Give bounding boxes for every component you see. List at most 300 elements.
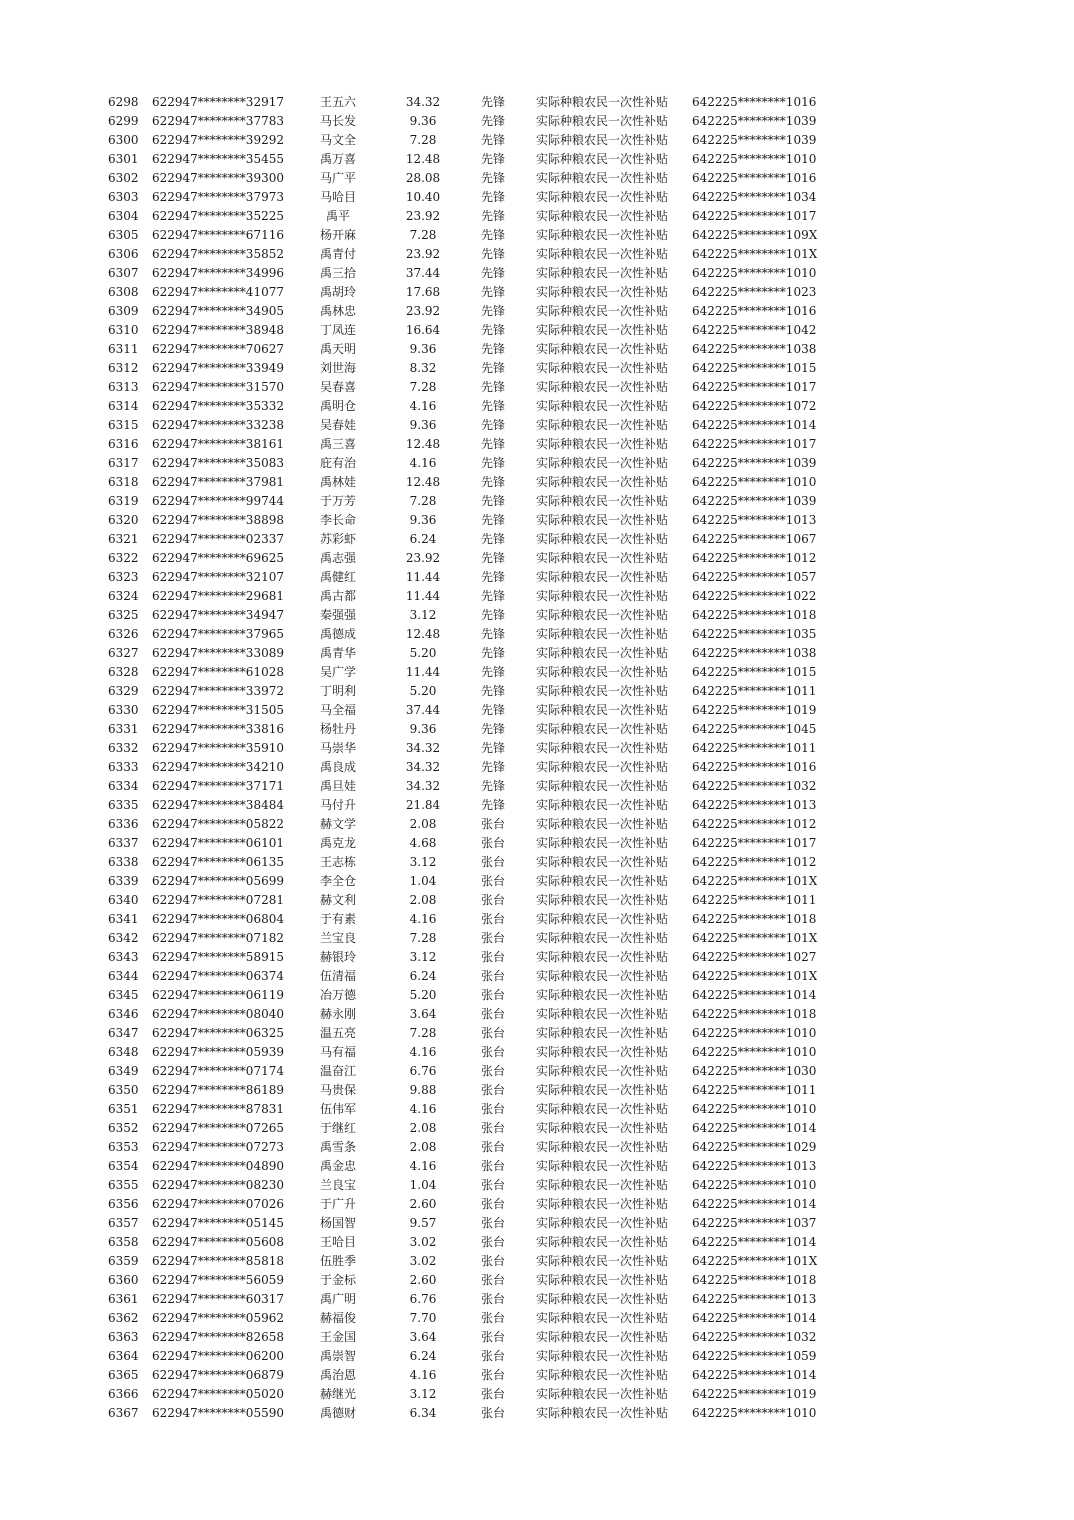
table-row [0, 606, 1074, 625]
farmer-name-cell: 禹德成 [319, 627, 356, 641]
village-cell: 张台 [481, 1026, 506, 1040]
row-number: 6308 [108, 285, 139, 299]
id-number-cell: 642225********1014 [692, 1311, 817, 1325]
table-row [0, 891, 1074, 910]
table-row [0, 264, 1074, 283]
subsidy-type-cell: 实际种粮农民一次性补贴 [536, 1159, 669, 1173]
table-row [0, 1081, 1074, 1100]
row-number: 6301 [108, 152, 139, 166]
bank-account-cell: 622947********56059 [152, 1273, 284, 1287]
subsidy-amount-cell: 12.48 [405, 437, 441, 451]
bank-account-cell: 622947********35455 [152, 152, 284, 166]
bank-account-cell: 622947********06135 [152, 855, 284, 869]
subsidy-type-cell: 实际种粮农民一次性补贴 [536, 1311, 669, 1325]
id-number-cell: 642225********1037 [692, 1216, 817, 1230]
village-cell: 张台 [481, 1368, 506, 1382]
table-row [0, 568, 1074, 587]
village-cell: 先锋 [481, 760, 506, 774]
subsidy-type-cell: 实际种粮农民一次性补贴 [536, 646, 669, 660]
id-number-cell: 642225********1010 [692, 1026, 817, 1040]
farmer-name-cell: 于万芳 [319, 494, 356, 508]
table-row [0, 777, 1074, 796]
table-row [0, 169, 1074, 188]
bank-account-cell: 622947********37171 [152, 779, 284, 793]
bank-account-cell: 622947********39292 [152, 133, 284, 147]
row-number: 6338 [108, 855, 139, 869]
subsidy-type-cell: 实际种粮农民一次性补贴 [536, 950, 669, 964]
bank-account-cell: 622947********35910 [152, 741, 284, 755]
table-row [0, 283, 1074, 302]
subsidy-amount-cell: 2.60 [409, 1273, 437, 1287]
bank-account-cell: 622947********07265 [152, 1121, 284, 1135]
bank-account-cell: 622947********37965 [152, 627, 284, 641]
table-row [0, 473, 1074, 492]
bank-account-cell: 622947********34905 [152, 304, 284, 318]
subsidy-amount-cell: 9.36 [409, 418, 437, 432]
farmer-name-cell: 马付升 [319, 798, 356, 812]
id-number-cell: 642225********1017 [692, 437, 817, 451]
bank-account-cell: 622947********85818 [152, 1254, 284, 1268]
subsidy-type-cell: 实际种粮农民一次性补贴 [536, 1083, 669, 1097]
farmer-name-cell: 禹青华 [319, 646, 356, 660]
bank-account-cell: 622947********05020 [152, 1387, 284, 1401]
row-number: 6332 [108, 741, 139, 755]
subsidy-type-cell: 实际种粮农民一次性补贴 [536, 342, 669, 356]
village-cell: 张台 [481, 1330, 506, 1344]
subsidy-type-cell: 实际种粮农民一次性补贴 [536, 1368, 669, 1382]
row-number: 6354 [108, 1159, 139, 1173]
subsidy-type-cell: 实际种粮农民一次性补贴 [536, 722, 669, 736]
subsidy-type-cell: 实际种粮农民一次性补贴 [536, 855, 669, 869]
farmer-name-cell: 冶万德 [319, 988, 356, 1002]
id-number-cell: 642225********1015 [692, 361, 817, 375]
table-row [0, 929, 1074, 948]
village-cell: 张台 [481, 855, 506, 869]
subsidy-type-cell: 实际种粮农民一次性补贴 [536, 703, 669, 717]
subsidy-amount-cell: 6.34 [409, 1406, 437, 1420]
village-cell: 先锋 [481, 437, 506, 451]
row-number: 6309 [108, 304, 139, 318]
id-number-cell: 642225********1015 [692, 665, 817, 679]
bank-account-cell: 622947********33949 [152, 361, 284, 375]
subsidy-amount-cell: 2.08 [409, 1140, 437, 1154]
table-row [0, 872, 1074, 891]
bank-account-cell: 622947********58915 [152, 950, 284, 964]
bank-account-cell: 622947********37973 [152, 190, 284, 204]
row-number: 6357 [108, 1216, 139, 1230]
subsidy-amount-cell: 23.92 [405, 247, 441, 261]
table-row [0, 682, 1074, 701]
farmer-name-cell: 禹林忠 [319, 304, 356, 318]
subsidy-amount-cell: 3.12 [409, 1387, 437, 1401]
subsidy-type-cell: 实际种粮农民一次性补贴 [536, 475, 669, 489]
subsidy-amount-cell: 5.20 [409, 646, 437, 660]
table-row [0, 359, 1074, 378]
subsidy-amount-cell: 9.57 [409, 1216, 437, 1230]
id-number-cell: 642225********101X [692, 1254, 818, 1268]
village-cell: 张台 [481, 1083, 506, 1097]
row-number: 6356 [108, 1197, 139, 1211]
id-number-cell: 642225********1012 [692, 855, 817, 869]
subsidy-amount-cell: 6.76 [409, 1292, 437, 1306]
id-number-cell: 642225********1014 [692, 988, 817, 1002]
subsidy-type-cell: 实际种粮农民一次性补贴 [536, 399, 669, 413]
subsidy-type-cell: 实际种粮农民一次性补贴 [536, 1045, 669, 1059]
village-cell: 先锋 [481, 266, 506, 280]
subsidy-amount-cell: 28.08 [405, 171, 441, 185]
farmer-name-cell: 禹健红 [319, 570, 356, 584]
subsidy-type-cell: 实际种粮农民一次性补贴 [536, 304, 669, 318]
village-cell: 先锋 [481, 152, 506, 166]
bank-account-cell: 622947********34947 [152, 608, 284, 622]
village-cell: 张台 [481, 1007, 506, 1021]
farmer-name-cell: 赫永刚 [319, 1007, 356, 1021]
table-row [0, 796, 1074, 815]
bank-account-cell: 622947********38948 [152, 323, 284, 337]
id-number-cell: 642225********1019 [692, 1387, 817, 1401]
subsidy-type-cell: 实际种粮农民一次性补贴 [536, 285, 669, 299]
row-number: 6341 [108, 912, 139, 926]
village-cell: 先锋 [481, 646, 506, 660]
farmer-name-cell: 禹胡玲 [319, 285, 356, 299]
farmer-name-cell: 马文全 [319, 133, 356, 147]
subsidy-amount-cell: 3.64 [409, 1330, 437, 1344]
id-number-cell: 642225********1038 [692, 342, 817, 356]
subsidy-type-cell: 实际种粮农民一次性补贴 [536, 874, 669, 888]
table-row [0, 1290, 1074, 1309]
farmer-name-cell: 马全福 [319, 703, 356, 717]
subsidy-type-cell: 实际种粮农民一次性补贴 [536, 1330, 669, 1344]
subsidy-type-cell: 实际种粮农民一次性补贴 [536, 1102, 669, 1116]
farmer-name-cell: 于广升 [319, 1197, 356, 1211]
row-number: 6362 [108, 1311, 139, 1325]
id-number-cell: 642225********1010 [692, 1102, 817, 1116]
subsidy-type-cell: 实际种粮农民一次性补贴 [536, 152, 669, 166]
bank-account-cell: 622947********37981 [152, 475, 284, 489]
bank-account-cell: 622947********33238 [152, 418, 284, 432]
subsidy-amount-cell: 34.32 [405, 779, 441, 793]
farmer-name-cell: 禹雪条 [319, 1140, 356, 1154]
bank-account-cell: 622947********02337 [152, 532, 284, 546]
table-row [0, 739, 1074, 758]
table-row [0, 1347, 1074, 1366]
farmer-name-cell: 赫文利 [319, 893, 356, 907]
row-number: 6361 [108, 1292, 139, 1306]
farmer-name-cell: 杨牡丹 [319, 722, 356, 736]
bank-account-cell: 622947********06200 [152, 1349, 284, 1363]
id-number-cell: 642225********1039 [692, 133, 817, 147]
table-row [0, 511, 1074, 530]
subsidy-type-cell: 实际种粮农民一次性补贴 [536, 589, 669, 603]
id-number-cell: 642225********1013 [692, 798, 817, 812]
row-number: 6323 [108, 570, 139, 584]
farmer-name-cell: 禹青付 [319, 247, 356, 261]
bank-account-cell: 622947********05699 [152, 874, 284, 888]
village-cell: 先锋 [481, 304, 506, 318]
bank-account-cell: 622947********29681 [152, 589, 284, 603]
village-cell: 先锋 [481, 418, 506, 432]
subsidy-type-cell: 实际种粮农民一次性补贴 [536, 361, 669, 375]
table-row [0, 1309, 1074, 1328]
subsidy-amount-cell: 7.28 [409, 228, 437, 242]
subsidy-type-cell: 实际种粮农民一次性补贴 [536, 1349, 669, 1363]
farmer-name-cell: 禹古都 [319, 589, 356, 603]
subsidy-type-cell: 实际种粮农民一次性补贴 [536, 969, 669, 983]
id-number-cell: 642225********1018 [692, 1273, 817, 1287]
id-number-cell: 642225********1016 [692, 304, 817, 318]
id-number-cell: 642225********1018 [692, 1007, 817, 1021]
farmer-name-cell: 禹平 [325, 209, 350, 223]
subsidy-type-cell: 实际种粮农民一次性补贴 [536, 1273, 669, 1287]
farmer-name-cell: 马长发 [319, 114, 356, 128]
village-cell: 先锋 [481, 456, 506, 470]
table-row [0, 1252, 1074, 1271]
row-number: 6333 [108, 760, 139, 774]
id-number-cell: 642225********1013 [692, 1159, 817, 1173]
subsidy-amount-cell: 7.28 [409, 133, 437, 147]
village-cell: 先锋 [481, 494, 506, 508]
subsidy-amount-cell: 9.88 [409, 1083, 437, 1097]
subsidy-type-cell: 实际种粮农民一次性补贴 [536, 1216, 669, 1230]
id-number-cell: 642225********1010 [692, 1406, 817, 1420]
bank-account-cell: 622947********05590 [152, 1406, 284, 1420]
subsidy-type-cell: 实际种粮农民一次性补贴 [536, 1254, 669, 1268]
table-row [0, 112, 1074, 131]
table-row [0, 644, 1074, 663]
subsidy-amount-cell: 3.02 [409, 1254, 437, 1268]
subsidy-type-cell: 实际种粮农民一次性补贴 [536, 1178, 669, 1192]
subsidy-amount-cell: 12.48 [405, 152, 441, 166]
table-row [0, 321, 1074, 340]
id-number-cell: 642225********1039 [692, 456, 817, 470]
row-number: 6314 [108, 399, 139, 413]
bank-account-cell: 622947********06879 [152, 1368, 284, 1382]
bank-account-cell: 622947********06101 [152, 836, 284, 850]
subsidy-amount-cell: 11.44 [405, 589, 441, 603]
id-number-cell: 642225********1067 [692, 532, 817, 546]
subsidy-amount-cell: 34.32 [405, 760, 441, 774]
row-number: 6330 [108, 703, 139, 717]
subsidy-amount-cell: 37.44 [405, 703, 441, 717]
subsidy-type-cell: 实际种粮农民一次性补贴 [536, 760, 669, 774]
subsidy-type-cell: 实际种粮农民一次性补贴 [536, 1387, 669, 1401]
village-cell: 先锋 [481, 399, 506, 413]
village-cell: 先锋 [481, 627, 506, 641]
id-number-cell: 642225********1017 [692, 836, 817, 850]
table-row [0, 1233, 1074, 1252]
farmer-name-cell: 伍清福 [319, 969, 356, 983]
row-number: 6328 [108, 665, 139, 679]
bank-account-cell: 622947********70627 [152, 342, 284, 356]
farmer-name-cell: 杨国智 [319, 1216, 356, 1230]
subsidy-type-cell: 实际种粮农民一次性补贴 [536, 551, 669, 565]
subsidy-amount-cell: 5.20 [409, 988, 437, 1002]
subsidy-type-cell: 实际种粮农民一次性补贴 [536, 912, 669, 926]
subsidy-amount-cell: 17.68 [405, 285, 441, 299]
subsidy-type-cell: 实际种粮农民一次性补贴 [536, 817, 669, 831]
subsidy-type-cell: 实际种粮农民一次性补贴 [536, 247, 669, 261]
village-cell: 先锋 [481, 779, 506, 793]
village-cell: 先锋 [481, 513, 506, 527]
row-number: 6337 [108, 836, 139, 850]
table-row [0, 910, 1074, 929]
row-number: 6312 [108, 361, 139, 375]
subsidy-amount-cell: 2.08 [409, 893, 437, 907]
id-number-cell: 642225********1010 [692, 1178, 817, 1192]
farmer-name-cell: 庇有治 [319, 456, 356, 470]
village-cell: 先锋 [481, 589, 506, 603]
subsidy-amount-cell: 23.92 [405, 209, 441, 223]
subsidy-amount-cell: 7.28 [409, 380, 437, 394]
farmer-name-cell: 王金国 [319, 1330, 356, 1344]
subsidy-type-cell: 实际种粮农民一次性补贴 [536, 1235, 669, 1249]
subsidy-amount-cell: 4.16 [409, 1102, 437, 1116]
table-row [0, 378, 1074, 397]
subsidy-type-cell: 实际种粮农民一次性补贴 [536, 171, 669, 185]
table-row [0, 663, 1074, 682]
table-row [0, 815, 1074, 834]
row-number: 6350 [108, 1083, 139, 1097]
subsidy-amount-cell: 6.24 [409, 532, 437, 546]
subsidy-type-cell: 实际种粮农民一次性补贴 [536, 665, 669, 679]
id-number-cell: 642225********101X [692, 247, 818, 261]
row-number: 6316 [108, 437, 139, 451]
bank-account-cell: 622947********33089 [152, 646, 284, 660]
village-cell: 先锋 [481, 551, 506, 565]
subsidy-amount-cell: 7.28 [409, 1026, 437, 1040]
table-row [0, 1119, 1074, 1138]
table-row [0, 948, 1074, 967]
village-cell: 张台 [481, 988, 506, 1002]
village-cell: 先锋 [481, 608, 506, 622]
village-cell: 张台 [481, 1235, 506, 1249]
table-row [0, 587, 1074, 606]
subsidy-type-cell: 实际种粮农民一次性补贴 [536, 228, 669, 242]
table-row [0, 1005, 1074, 1024]
subsidy-type-cell: 实际种粮农民一次性补贴 [536, 418, 669, 432]
bank-account-cell: 622947********86189 [152, 1083, 284, 1097]
subsidy-amount-cell: 10.40 [405, 190, 441, 204]
table-row [0, 853, 1074, 872]
subsidy-type-cell: 实际种粮农民一次性补贴 [536, 513, 669, 527]
row-number: 6353 [108, 1140, 139, 1154]
bank-account-cell: 622947********08040 [152, 1007, 284, 1021]
farmer-name-cell: 苏彩虾 [319, 532, 356, 546]
village-cell: 张台 [481, 1159, 506, 1173]
row-number: 6364 [108, 1349, 139, 1363]
table-row [0, 302, 1074, 321]
id-number-cell: 642225********1010 [692, 152, 817, 166]
village-cell: 先锋 [481, 532, 506, 546]
village-cell: 张台 [481, 1254, 506, 1268]
village-cell: 先锋 [481, 570, 506, 584]
table-row [0, 188, 1074, 207]
bank-account-cell: 622947********82658 [152, 1330, 284, 1344]
id-number-cell: 642225********1072 [692, 399, 817, 413]
row-number: 6303 [108, 190, 139, 204]
bank-account-cell: 622947********67116 [152, 228, 284, 242]
bank-account-cell: 622947********87831 [152, 1102, 284, 1116]
subsidy-amount-cell: 4.16 [409, 912, 437, 926]
subsidy-amount-cell: 4.16 [409, 1159, 437, 1173]
id-number-cell: 642225********1030 [692, 1064, 817, 1078]
table-row [0, 549, 1074, 568]
row-number: 6306 [108, 247, 139, 261]
farmer-name-cell: 兰良宝 [319, 1178, 356, 1192]
farmer-name-cell: 赫福俊 [319, 1311, 356, 1325]
row-number: 6331 [108, 722, 139, 736]
id-number-cell: 642225********1045 [692, 722, 817, 736]
subsidy-type-cell: 实际种粮农民一次性补贴 [536, 684, 669, 698]
id-number-cell: 642225********1032 [692, 779, 817, 793]
id-number-cell: 642225********1042 [692, 323, 817, 337]
row-number: 6360 [108, 1273, 139, 1287]
table-row [0, 245, 1074, 264]
row-number: 6359 [108, 1254, 139, 1268]
subsidy-type-cell: 实际种粮农民一次性补贴 [536, 741, 669, 755]
village-cell: 张台 [481, 1140, 506, 1154]
row-number: 6358 [108, 1235, 139, 1249]
table-row [0, 758, 1074, 777]
row-number: 6367 [108, 1406, 139, 1420]
row-number: 6304 [108, 209, 139, 223]
bank-account-cell: 622947********35332 [152, 399, 284, 413]
subsidy-amount-cell: 12.48 [405, 627, 441, 641]
row-number: 6347 [108, 1026, 139, 1040]
row-number: 6320 [108, 513, 139, 527]
table-row [0, 1214, 1074, 1233]
village-cell: 先锋 [481, 228, 506, 242]
id-number-cell: 642225********1012 [692, 817, 817, 831]
village-cell: 张台 [481, 1292, 506, 1306]
table-row [0, 1404, 1074, 1423]
bank-account-cell: 622947********07281 [152, 893, 284, 907]
village-cell: 先锋 [481, 722, 506, 736]
row-number: 6319 [108, 494, 139, 508]
village-cell: 张台 [481, 1311, 506, 1325]
village-cell: 张台 [481, 1216, 506, 1230]
subsidy-amount-cell: 11.44 [405, 570, 441, 584]
bank-account-cell: 622947********41077 [152, 285, 284, 299]
bank-account-cell: 622947********06119 [152, 988, 284, 1002]
row-number: 6334 [108, 779, 139, 793]
row-number: 6313 [108, 380, 139, 394]
row-number: 6321 [108, 532, 139, 546]
row-number: 6355 [108, 1178, 139, 1192]
subsidy-amount-cell: 4.68 [409, 836, 437, 850]
row-number: 6351 [108, 1102, 139, 1116]
farmer-name-cell: 吴广学 [319, 665, 356, 679]
row-number: 6300 [108, 133, 139, 147]
id-number-cell: 642225********1059 [692, 1349, 817, 1363]
subsidy-amount-cell: 8.32 [409, 361, 437, 375]
farmer-name-cell: 王哈目 [319, 1235, 356, 1249]
farmer-name-cell: 禹良成 [319, 760, 356, 774]
farmer-name-cell: 禹广明 [319, 1292, 356, 1306]
bank-account-cell: 622947********33816 [152, 722, 284, 736]
subsidy-amount-cell: 12.48 [405, 475, 441, 489]
farmer-name-cell: 禹金忠 [319, 1159, 356, 1173]
farmer-name-cell: 马广平 [319, 171, 356, 185]
id-number-cell: 642225********1039 [692, 494, 817, 508]
farmer-name-cell: 禹崇智 [319, 1349, 356, 1363]
subsidy-amount-cell: 7.70 [409, 1311, 437, 1325]
village-cell: 先锋 [481, 133, 506, 147]
village-cell: 张台 [481, 836, 506, 850]
village-cell: 张台 [481, 1121, 506, 1135]
subsidy-amount-cell: 2.08 [409, 1121, 437, 1135]
subsidy-type-cell: 实际种粮农民一次性补贴 [536, 798, 669, 812]
